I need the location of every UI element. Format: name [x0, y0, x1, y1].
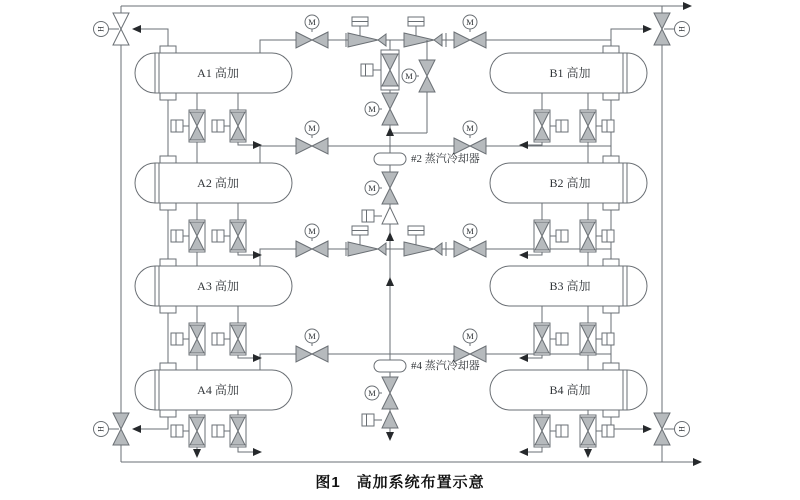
hydraulic-actuator-label: H	[96, 426, 105, 432]
drain-valve-icon	[580, 110, 614, 142]
flow-arrow-down-icon	[584, 449, 592, 458]
center-bypass-assembly	[361, 40, 435, 146]
drain-valve-icon	[534, 110, 568, 142]
valve-actuator-icon	[352, 226, 368, 235]
steam-cooler-2	[374, 153, 406, 165]
motor-label: M	[308, 123, 316, 133]
flow-arrow-right-icon	[253, 448, 262, 456]
flow-arrow-left-icon	[132, 25, 141, 33]
center-riser	[386, 249, 394, 354]
header-control-valves-row1	[346, 17, 446, 47]
valve-actuator-icon	[362, 414, 374, 426]
control-valve-icon	[348, 242, 386, 256]
flow-arrow-right-icon	[693, 458, 702, 466]
drain-valve-icon	[534, 323, 568, 355]
flow-arrow-up-icon	[386, 277, 394, 286]
drain-valve-icon	[534, 220, 568, 252]
motor-label: M	[466, 123, 474, 133]
flow-arrow-right-icon	[253, 354, 262, 362]
relief-valve-icon	[382, 411, 398, 428]
motor-label: M	[466, 226, 474, 236]
flow-arrow-left-icon	[519, 251, 528, 259]
motor-label: M	[308, 331, 316, 341]
header-control-valves-row3	[346, 226, 446, 256]
control-valve-icon	[404, 33, 442, 47]
steam-cooler-2-label: #2 蒸汽冷却器	[411, 153, 480, 165]
flow-arrow-left-icon	[132, 425, 141, 433]
motor-label: M	[308, 17, 316, 27]
hydraulic-actuator-label: H	[96, 26, 105, 32]
motor-label: M	[368, 388, 376, 398]
steam-cooler-4-label: #4 蒸汽冷却器	[411, 360, 480, 372]
flow-arrow-up-icon	[386, 232, 394, 241]
drain-valve-icon	[212, 110, 246, 142]
valve-actuator-icon	[408, 226, 424, 235]
hydraulic-actuator-label: H	[677, 426, 686, 432]
vessel-label: B4 高加	[549, 383, 591, 397]
outlet-valve-bottom-right	[611, 413, 690, 445]
drain-valve-icon	[580, 220, 614, 252]
motor-label: M	[466, 331, 474, 341]
control-valve-icon	[404, 242, 442, 256]
drain-valve-icon	[534, 415, 568, 447]
valve-actuator-icon	[361, 64, 373, 76]
steam-cooler-4	[374, 360, 406, 372]
flow-arrow-right-icon	[253, 251, 262, 259]
drain-valve-icon	[580, 415, 614, 447]
drain-valve-icon	[212, 323, 246, 355]
motor-label: M	[466, 17, 474, 27]
flow-arrow-down-icon	[386, 432, 394, 441]
control-valve-icon	[348, 33, 386, 47]
vessel-label: A1 高加	[197, 66, 239, 80]
drain-valve-icon	[171, 415, 205, 447]
inlet-valve-top-right	[611, 13, 690, 46]
flow-arrow-left-icon	[519, 141, 528, 149]
flow-arrow-right-icon	[253, 141, 262, 149]
vessel-label: A4 高加	[197, 383, 239, 397]
inlet-valve-top-left	[94, 13, 169, 46]
steam-cooler-4-assembly	[362, 354, 480, 441]
vessel-b3	[490, 266, 647, 306]
relief-valve-icon	[382, 207, 398, 224]
vessel-a3	[135, 266, 292, 306]
vessel-b1	[490, 53, 647, 93]
vessel-label: B3 高加	[549, 279, 591, 293]
valve-actuator-icon	[352, 17, 368, 26]
drain-valve-icon	[171, 220, 205, 252]
flow-arrow-right-icon	[643, 425, 652, 433]
vessel-a4	[135, 370, 292, 410]
vessel-label: B1 高加	[549, 66, 591, 80]
flow-arrow-right-icon	[683, 2, 692, 10]
flow-arrow-left-icon	[519, 354, 528, 362]
flow-arrow-right-icon	[643, 25, 652, 33]
flow-arrow-down-icon	[193, 449, 201, 458]
drain-valve-icon	[580, 323, 614, 355]
figure-caption: 图1 高加系统布置示意	[315, 474, 485, 491]
drain-valve-icon	[212, 415, 246, 447]
flow-arrow-left-icon	[519, 448, 528, 456]
motor-label: M	[368, 183, 376, 193]
outlet-valve-bottom-left	[94, 413, 169, 445]
vessel-b2	[490, 163, 647, 203]
vessel-label: A3 高加	[197, 279, 239, 293]
motor-label: M	[405, 71, 413, 81]
motor-label: M	[308, 226, 316, 236]
motor-label: M	[368, 104, 376, 114]
hydraulic-actuator-label: H	[677, 26, 686, 32]
drain-valve-icon	[171, 323, 205, 355]
vessel-a1	[135, 53, 292, 93]
vessel-b4	[490, 370, 647, 410]
flow-arrow-up-icon	[386, 127, 394, 136]
valve-actuator-icon	[362, 210, 374, 222]
vessel-label: B2 高加	[549, 176, 591, 190]
drain-valve-icon	[212, 220, 246, 252]
drain-valve-icon	[171, 110, 205, 142]
valve-actuator-icon	[408, 17, 424, 26]
vessel-label: A2 高加	[197, 176, 239, 190]
vessel-a2	[135, 163, 292, 203]
